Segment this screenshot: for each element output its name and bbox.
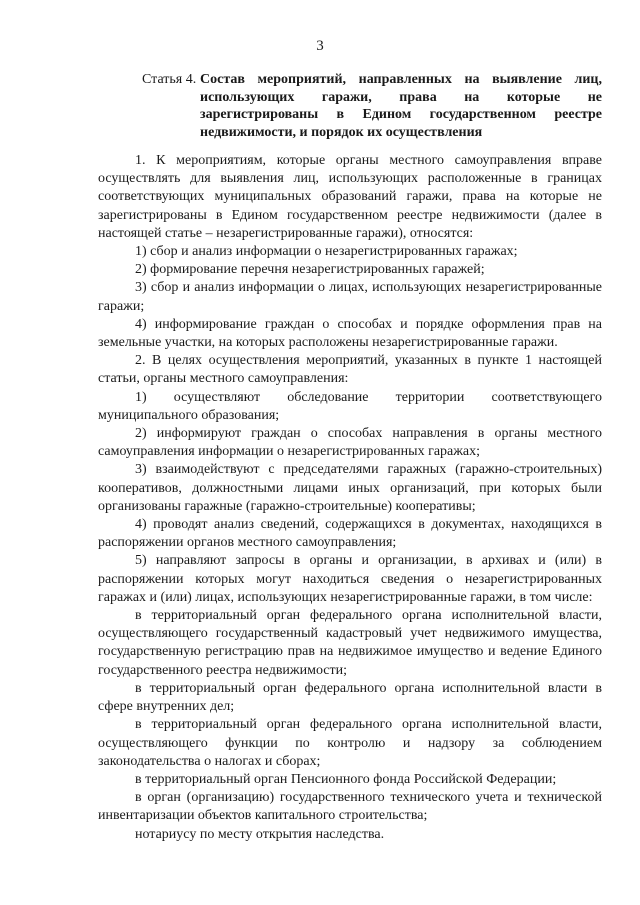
article-label: Статья 4. [142,72,197,87]
paragraph: 5) направляют запросы в органы и организации, в архивах и (или) в распоряжении которых могут находиться сведения о незарегистрированных гаражах и (или) лицах, использующих незарегистрированные гаражи, в том числе: [98,553,602,605]
paragraph: 1. К мероприятиям, которые органы местного самоуправления вправе осуществлять для выявления лиц, использующих расположенные в границах соответствующих муниципальных образований гаражи, права на которые не зарегистрированы в Едином государственном реестре недвижимости (далее в настоящей статье – незарегистрированные гаражи), относятся: [98,153,602,241]
paragraph: 2) формирование перечня незарегистрированных гаражей; [135,262,485,278]
paragraph: в орган (организацию) государственного технического учета и технической инвентаризации объектов капитального строительства; [98,790,602,824]
paragraph: 1) сбор и анализ информации о незарегистрированных гаражах; [135,244,518,260]
paragraph: 2) информируют граждан о способах направления в органы местного самоуправления информации о незарегистрированных гаражах; [98,426,602,460]
paragraph: в территориальный орган федерального органа исполнительной власти в сфере внутренних дел; [98,680,602,715]
paragraph: в территориальный орган федерального органа исполнительной власти, осуществляющего функции по контролю и надзору за соблюдением законодательства о налогах и сборах; [98,717,602,769]
paragraph: 1) осуществляют обследование территории соответствующего муниципального образования; [98,389,602,423]
paragraph: 3) сбор и анализ информации о лицах, использующих незарегистрированные гаражи; [98,280,602,314]
paragraph: 2. В целях осуществления мероприятий, указанных в пункте 1 настоящей статьи, органы местного самоуправления: [98,353,602,387]
paragraph: 4) информирование граждан о способах и порядке оформления прав на земельные участки, на которых расположены незарегистрированные гаражи. [98,316,602,351]
paragraph: 3) взаимодействуют с председателями гаражных (гаражно-строительных) кооперативов, должностными лицами иных организаций, при которых были организованы гаражные (гаражно-строительные) кооперативы; [98,462,602,514]
paragraph: в территориальный орган Пенсионного фонда Российской Федерации; [135,771,557,787]
page-number: 3 [316,38,324,54]
article-title: Состав мероприятий, направленных на выявление лиц, использующих гаражи, права на которые не зарегистрированы в Едином государственном реестре недвижимости, и порядок их осуществления [200,72,602,140]
paragraph: 4) проводят анализ сведений, содержащихся в документах, находящихся в распоряжении органов местного самоуправления; [98,517,602,551]
paragraph: нотариусу по месту открытия наследства. [135,826,385,842]
article-heading [142,71,602,141]
article-body [98,152,602,844]
paragraph: в территориальный орган федерального органа исполнительной власти, осуществляющего государственный кадастровый учет недвижимого имущества, государственную регистрацию прав на недвижимое имущество и ведение Единого государственного реестра недвижимости; [98,608,602,678]
